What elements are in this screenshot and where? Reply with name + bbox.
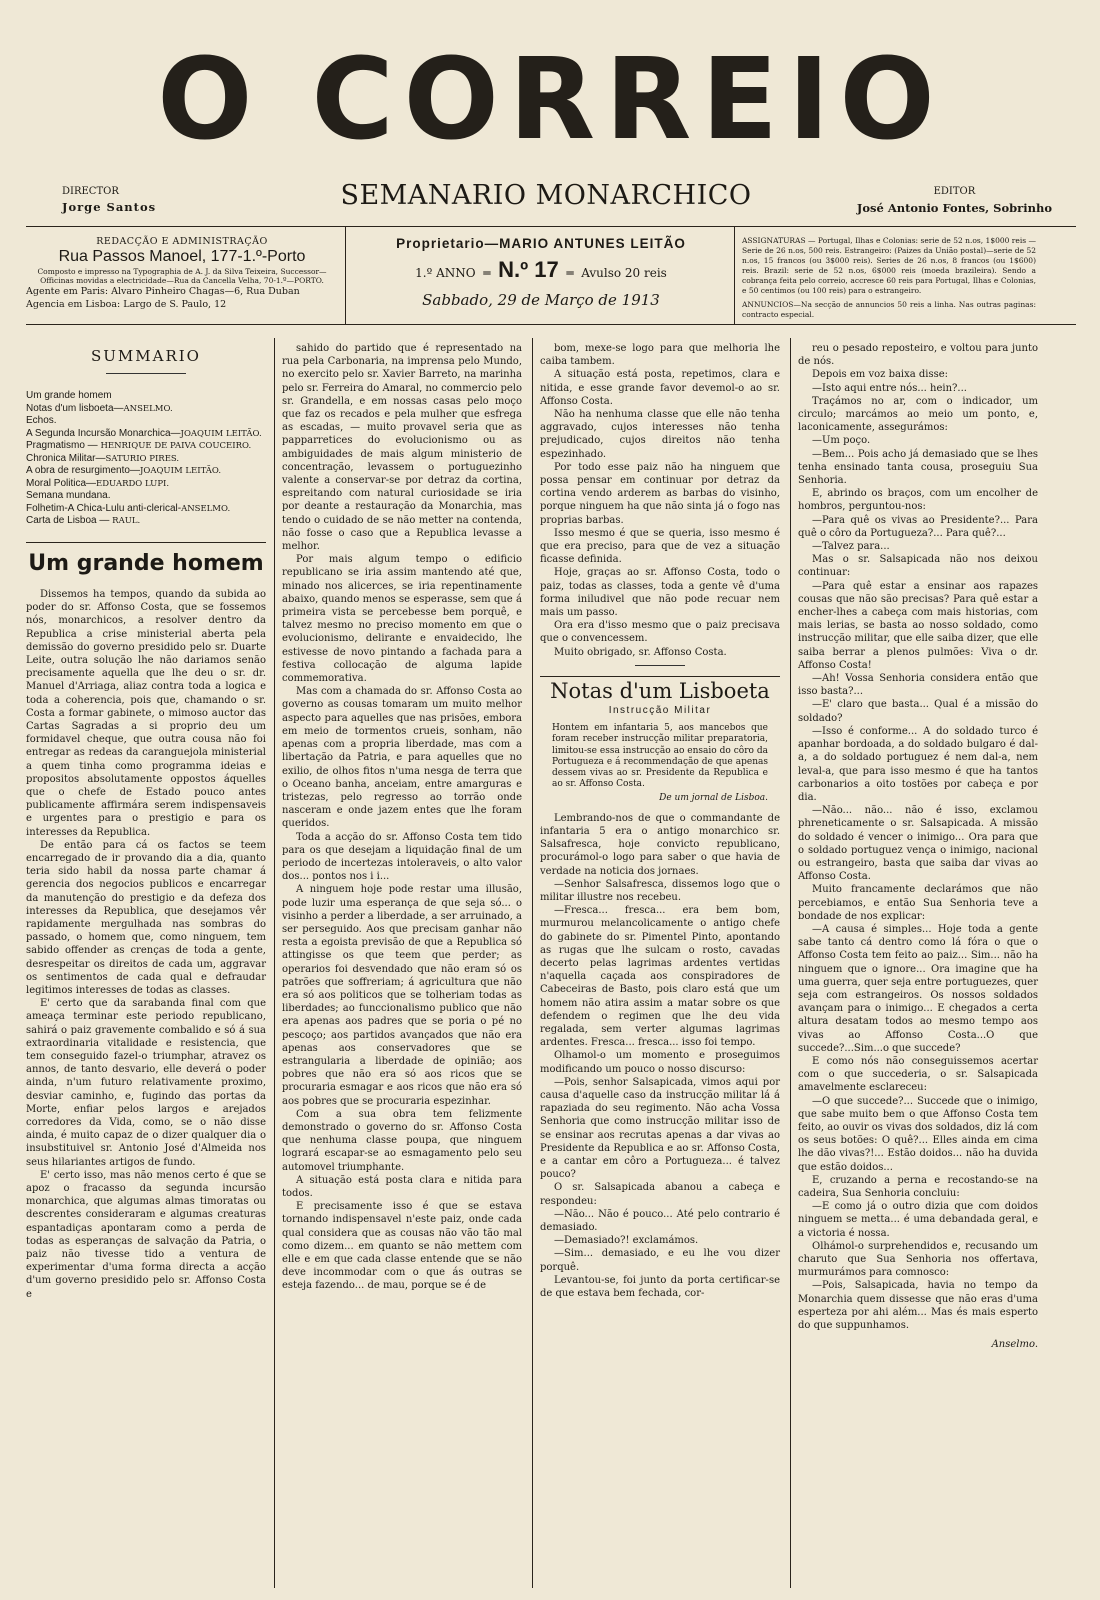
year: 1.º ANNO xyxy=(415,266,476,280)
summary-item-author: HENRIQUE DE PAIVA COUCEIRO. xyxy=(100,441,252,452)
printer-info: Composto e impresso na Typographia de A. J. da Silva Teixeira, Successor—Officinas movidas a electricidade—Rua da Cancella Velha, 70-1.º—PORTO. xyxy=(37,267,327,285)
paragraph: —Pois, senhor Salsapicada, vimos aqui por causa d'aquelle caso da instrucção militar lá á rapaziada do seu regimento. Não acha Vossa Senhoria que como instrucção militar isso de se ensinar aos recrutas apenas a dar vivas ao Presidente da Republica e ao sr. Affonso Costa, e a cantar em côro a Portugueza... é talvez pouco? xyxy=(540,1076,780,1181)
paragraph: Traçámos no ar, com o indicador, um circulo; marcámos ao meio um ponto, e, laconicamente, assegurámos: xyxy=(798,395,1038,434)
summary-item xyxy=(26,428,266,441)
summary-title: SUMMARIO xyxy=(91,347,201,365)
summary-item-title: Echos. xyxy=(26,415,57,427)
info-divider-1 xyxy=(345,226,346,324)
paragraph: —A causa é simples... Hoje toda a gente sabe tanto cá dentro como lá fóra o que o Affonso Costa tem feito ao paiz... Sim... não ha ninguem que o ignore... Ora imagine que ha uma guerra, quer seja entre portuguezes, quer seja com estrangeiros. Os nossos soldados avançam para o inimigo... E chegados a certa altura desatam todos ao mesmo tempo aos vivas ao Affonso Costa...O que succede?...Sim...o que succede? xyxy=(798,923,1038,1054)
paragraph: E, abrindo os braços, com um encolher de hombros, perguntou-nos: xyxy=(798,488,1038,513)
issue-number-line: 1.º ANNO ═ N.º 17 ═ Avulso 20 reis xyxy=(415,257,667,282)
notas-body-col4 xyxy=(798,342,1038,1332)
subscriptions: ASSIGNATURAS — Portugal, Ilhas e Colonias: serie de 52 n.os, 1$000 reis — Serie de 26 n.os, 500 reis. Estrangeiro: (Paizes da União postal)—serie de 52 n.os, 15 francos (ou 3$000 reis). Series de 26 n.os, 8 francos (ou 1$600) reis. Brazil: serie de 52 n.os, 6$000 reis (moeda brazileira). Sendo a cobrança feita pelo correio, accresce 60 reis para Portugal, Ilhas e Colonias, e 50 centimos (ou 100 reis) para o estrangeiro. xyxy=(742,236,1036,295)
paragraph: —Pois, Salsapicada, havia no tempo da Monarchia quem dissesse que não eras d'uma esperteza por ahi além... Mas és mais esperto do que suppunhamos. xyxy=(798,1280,1038,1332)
column-2 xyxy=(282,342,522,1293)
summary-item-title: A obra de resurgimento— xyxy=(26,465,140,477)
paragraph: De então para cá os factos se teem encarregado de ir provando dia a dia, quanto teria sido habil da nossa parte chamar á gerencia dos negocios publicos e encarregar da manutenção do prestigio e da defeza dos interesses da Republica, que desejamos vêr rapidamente mergulhada nas sombras do passado, o homem que, como ninguem, tem sabido offender as crenças de toda a gente, desrespeitar os direitos de cada um, aggravar os sentimentos de cada qual e defraudar legitimos interesses de todas as classes. xyxy=(26,839,266,996)
column-divider-2 xyxy=(532,338,533,1588)
editor-block xyxy=(857,186,1052,215)
summary-rule xyxy=(106,373,186,374)
paragraph: —Senhor Salsafresca, dissemos logo que o militar illustre nos recebeu. xyxy=(540,878,780,903)
header-rule-bottom xyxy=(26,324,1076,325)
masthead-title: O CORREIO xyxy=(157,35,945,165)
column-3 xyxy=(540,342,780,1300)
notas-title: Notas d'um Lisboeta xyxy=(550,678,770,703)
column-4 xyxy=(798,342,1038,1351)
summary-item-author: ANSELMO. xyxy=(123,403,173,414)
notas-rule xyxy=(540,676,780,677)
paragraph: Muito obrigado, sr. Affonso Costa. xyxy=(554,646,727,658)
notas-quote-source: De um jornal de Lisboa. xyxy=(659,792,768,803)
paragraph: —Isto aqui entre nós... hein?... xyxy=(812,382,967,394)
address: Rua Passos Manoel, 177-1.º-Porto xyxy=(58,248,306,265)
paragraph: E, cruzando a perna e recostando-se na cadeira, Sua Senhoria concluiu: xyxy=(798,1174,1038,1199)
summary-list xyxy=(26,390,266,528)
administration-box xyxy=(26,236,338,311)
paragraph: Mas o sr. Salsapicada não nos deixou continuar: xyxy=(798,554,1038,579)
info-divider-2 xyxy=(734,226,735,324)
article-end-rule xyxy=(635,665,685,666)
summary-item xyxy=(26,503,266,516)
proprietor: Proprietario—MARIO ANTUNES LEITÃO xyxy=(396,236,686,251)
paragraph: —Para quê estar a ensinar aos rapazes cousas que não são precisas? Para quê estar a encher-lhes a cabeça com mais historias, com mais lerias, se basta ao nosso soldado, como instrucção militar, que elle saiba dizer, que elle saiba berrar a plenos pulmões: Viva o dr. Affonso Costa! xyxy=(798,580,1038,671)
subscriptions-box xyxy=(742,236,1036,320)
paragraph: —Talvez para... xyxy=(812,541,890,553)
paragraph: —Bem... Pois acho já demasiado que se lhes tenha ensinado tanta cousa, proseguiu Sua Senhoria. xyxy=(798,448,1038,487)
paragraph: Ora era d'isso mesmo que o paiz precisava que o convencessem. xyxy=(540,620,780,645)
paragraph: —Um poço. xyxy=(812,435,871,447)
paragraph: bom, mexe-se logo para que melhoria lhe caiba tambem. xyxy=(540,343,780,368)
paragraph: —Não... não... não é isso, exclamou phreneticamente o sr. Salsapicada. A missão do soldado é vencer o inimigo... Ora para que o soldado portuguez vença o inimigo, nacional ou estrangeiro, basta que saiba dar vivas ao Affonso Costa. xyxy=(798,805,1038,883)
summary-item-title: Chronica Militar— xyxy=(26,452,106,464)
paragraph: sahido do partido que é representado na rua pela Carbonaria, na imprensa pelo Mundo, no exercito pelo sr. Xavier Barreto, na marinha pelo sr. Ferreira do Amaral, no commercio pelo sr. Grandella, e em nossas casas pelo moço que faz os recados e pela mulher que esfrega as escadas, — muito provavel seria que as papparretices do evolucionismo ou as ambiguidades de mais algum ministerio de concentração, levassem o portuguezinho valente a conservar-se por detraz da cortina, espreitando com natural curiosidade se iria por deante a restauração da Monarchia, mas tendo o cuidado de se não metter na contenda, não fosse o caso que a Republica levasse a melhor. xyxy=(282,343,522,553)
paragraph: reu o pesado reposteiro, e voltou para junto de nós. xyxy=(798,343,1038,368)
paragraph: —E como já o outro dizia que com doidos ninguem se metta... é uma debandada geral, e a victoria é nossa. xyxy=(798,1201,1038,1239)
article-body-col3 xyxy=(540,342,780,659)
summary-item-author: JOAQUIM LEITÃO. xyxy=(180,428,262,439)
header-rule-top xyxy=(26,226,1076,227)
notas-quote-text: Hontem em infantaria 5, aos mancebos que foram receber instrucção militar preparatoria, limitou-se essa instrucção ao ensaio do côro da Portugueza e á recommendação de que apenas dessem vivas ao sr. Presidente da Republica e ao sr. Affonso Costa. xyxy=(552,723,768,790)
paragraph: E precisamente isso é que se estava tornando indispensavel n'este paiz, onde cada qual considera que as cousas não vão tão mal como dizem... em quanto se não mettem com elle e em que cada classe entende que se não deve incommodar com o que ás outras se esteja fazendo... de mau, porque se é de xyxy=(282,1201,522,1292)
paragraph: Lembrando-nos de que o commandante de infantaria 5 era o antigo monarchico sr. Salsafresca, hoje convicto republicano, procurámol-o logo para saber o que havia de verdade na noticia dos jornaes. xyxy=(540,812,780,877)
summary-item-author: EDUARDO LUPI. xyxy=(96,478,170,489)
signature: Anselmo. xyxy=(991,1339,1038,1351)
article-title: Um grande homem xyxy=(28,550,264,576)
article-body-col2 xyxy=(282,342,522,1293)
summary-end-rule xyxy=(26,542,266,543)
redaccao-label: REDACÇÃO E ADMINISTRAÇÃO xyxy=(96,236,268,247)
paragraph: A situação está posta, repetimos, clara e nitida, e esse grande favor devemol-o ao sr. Affonso Costa. xyxy=(540,369,780,407)
paragraph: —Fresca... fresca... era bem bom, murmurou melancolicamente o antigo chefe do gabinete do sr. Pimentel Pinto, apontando as rugas que lhe sulcam o rosto, cavadas decerto pelas lagrimas ardentes vertidas n'aquella caçada aos conspiradores de Cabeceiras de Basto, pois claro está que um homem não atira assim a matar sobre os que defendem o regimen que lhe deu vida regalada, sem verter algumas lagrimas ardentes. Fresca... fresca... isso foi tempo. xyxy=(540,905,780,1049)
paragraph: —Isso é conforme... A do soldado turco é apanhar bordoada, a do soldado bulgaro é dal-a, a do soldado portuguez é nem dal-a, nem leval-a, que para isso mesmo é que ha tantos carbonarios a oito tostões por cabeça e por dia. xyxy=(798,725,1038,803)
paragraph: E como nós não conseguissemos acertar com o que succederia, o sr. Salsapicada amavelmente esclareceu: xyxy=(798,1055,1038,1094)
director-block xyxy=(62,186,156,214)
paragraph: O sr. Salsapicada abanou a cabeça e respondeu: xyxy=(540,1182,780,1207)
director-label: DIRECTOR xyxy=(62,186,119,197)
paragraph: —E' claro que basta... Qual é a missão do soldado? xyxy=(798,699,1038,724)
summary-item xyxy=(26,490,266,503)
summary-item xyxy=(26,440,266,453)
paragraph: Mas com a chamada do sr. Affonso Costa ao governo as cousas tomaram um muito melhor aspecto para aquelles que nas prisões, embora em meio de tormentos crueis, sonham, não apenas com a propria liberdade, mas com a libertação da Patria, e para aquelles que no exilio, de olhos fitos n'uma nesga de terra que o Oceano banha, anceiam, entre amarguras e tristezas, pelo regresso ao torrão onde nasceram e onde jazem entes que lhe foram queridos. xyxy=(282,686,522,830)
summary-item xyxy=(26,390,266,403)
editor-label: EDITOR xyxy=(933,186,976,197)
director-name: Jorge Santos xyxy=(62,200,157,214)
paragraph: Com a sua obra tem felizmente demonstrado o governo do sr. Affonso Costa que nenhuma classe poupa, que ninguem logrará escapar-se ao esmagamento pelo seu automovel triumphante. xyxy=(282,1108,522,1173)
summary-item-author: SATURIO PIRES. xyxy=(105,453,180,464)
paragraph: Depois em voz baixa disse: xyxy=(812,369,949,381)
editor-name: José Antonio Fontes, Sobrinho xyxy=(856,201,1052,215)
summary-item-title: A Segunda Incursão Monarchica— xyxy=(26,427,181,439)
paragraph: Isso mesmo é que se queria, isso mesmo é que era preciso, para que de vez a situação ficasse definida. xyxy=(540,527,780,566)
summary-item xyxy=(26,478,266,491)
notas-section: Instrucção Militar xyxy=(608,705,712,717)
paragraph: Não ha nenhuma classe que elle não tenha aggravado, cujos interesses não tenha prejudicado, cujos direitos não tenha espezinhado. xyxy=(540,409,780,460)
paragraph: Por mais algum tempo o edificio republicano se iria assim mantendo até que, minado nos alicerces, se iria repentinamente abaixo, quando menos se esperasse, sem que á primeira vista se percebesse bem porquê, e talvez mesmo no preciso momento em que o evolucionismo, delirante e envaidecido, lhe estivesse de novo pintando a fachada para a festiva collocação de alguma lapide commemorativa. xyxy=(282,554,522,685)
summary-item xyxy=(26,515,266,528)
notas-quote xyxy=(552,723,768,803)
paragraph: Muito francamente declarámos que não percebiamos, e então Sua Senhoria teve a bondade de nos explicar: xyxy=(798,884,1038,922)
paragraph: —Sim... demasiado, e eu lhe vou dizer porquê. xyxy=(540,1248,780,1273)
column-1 xyxy=(26,342,266,1301)
summary-item xyxy=(26,453,266,466)
paragraph: —Não... Não é pouco... Até pelo contrario é demasiado. xyxy=(540,1208,780,1233)
paragraph: A ninguem hoje pode restar uma illusão, pode luzir uma esperança de que seja só... o visinho a perder a liberdade, a ser arruinado, a ser perseguido. Aos que precisam ganhar não resta a egoista previsão de que a Republica só attingisse os que teem que perder; as operarios foi desvendado que não eram só os patrões que soffreriam; á agricultura que não era só aos politicos que se tolheriam todas as liberdades; ao funccionalismo publico que não era apenas aos padres que se poria o pé no pescoço; aos partidos avançados que não era apenas aos conservadores que se estrangularia a liberdade de opinião; aos pobres que não era só aos ricos que se procuraria esmagar e aos ricos que não era só aos pobres que se procuraria espezinhar. xyxy=(282,884,522,1107)
agency-lisboa: Agencia em Lisboa: Largo de S. Paulo, 12 xyxy=(26,299,227,310)
paragraph: E' certo isso, mas não menos certo é que se apoz o fracasso da segunda incursão monarchica, que algumas almas timoratas ou descrentes consideraram e algumas creaturas espantadiças apontaram como a perda de todas as esperanças de salvação da Patria, o paiz não tivesse tido a ventura de experimentar d'uma forma directa a acção d'um governo presidido pelo sr. Affonso Costa e xyxy=(26,1169,266,1300)
issue-date: Sabbado, 29 de Março de 1913 xyxy=(422,291,660,309)
paragraph: Hoje, graças ao sr. Affonso Costa, todo o paiz, todas as classes, toda a gente vê d'uma forma iniludivel que não pode recuar nem mais um passo. xyxy=(540,567,780,619)
paragraph: —Ah! Vossa Senhoria considera então que isso basta?... xyxy=(798,673,1038,698)
issue-box xyxy=(356,236,726,309)
summary-item-author: ANSELMO. xyxy=(181,503,231,514)
summary-item-title: Pragmatismo — xyxy=(26,440,101,452)
newspaper-page xyxy=(26,20,1076,1590)
paragraph: Por todo esse paiz não ha ninguem que possa pensar em continuar por detraz da cortina vendo arderem as barbas do visinho, porque ninguem ha que não sinta já o fogo nas proprias barbas. xyxy=(540,461,780,526)
summary-item-author: JOAQUIM LEITÃO. xyxy=(139,466,222,477)
summary-item-author: RAUL. xyxy=(112,516,141,527)
summary-item xyxy=(26,465,266,478)
paragraph: A situação está posta clara e nitida para todos. xyxy=(282,1174,522,1199)
ads-info: ANNUNCIOS—Na secção de annuncios 50 reis a linha. Nas outras paginas: contracto especial. xyxy=(742,300,1036,319)
summary-item xyxy=(26,403,266,416)
summary-item-title: Carta de Lisboa — xyxy=(26,515,113,527)
summary-item-title: Semana mundana. xyxy=(26,490,111,502)
summary-item-title: Folhetim-A Chica-Lulu anti-clerical- xyxy=(26,502,182,514)
subtitle: SEMANARIO MONARCHICO xyxy=(340,180,752,211)
column-divider-3 xyxy=(790,338,791,1588)
summary-item-title: Notas d'um lisboeta— xyxy=(26,402,124,414)
paragraph: —Demasiado?! exclamámos. xyxy=(554,1235,699,1247)
paragraph: Levantou-se, foi junto da porta certificar-se de que estava bem fechada, cor- xyxy=(540,1274,780,1300)
paragraph: E' certo que da sarabanda final com que ameaça terminar este periodo republicano, sahirá o paiz gravemente combalido e só á sua extraordinaria vitalidade e resistencia, que tem conseguido fazel-o triumphar, atravez os annos, de tanto desvario, elle deverá o poder ainda, n'um futuro relativamente proximo, desviar caminho, e, fugindo das portas da Morte, enfiar pelos largos e arejados corredores da Vida, como, se o não disse ainda, é muito capaz de o dizer qualquer dia o insubstituivel sr. Antonio José d'Almeida nos seus hilariantes artigos de fundo. xyxy=(26,998,266,1168)
column-divider-1 xyxy=(274,338,275,1588)
summary-item-title: Moral Politica— xyxy=(26,477,97,489)
notas-body-col3 xyxy=(540,812,780,1301)
paragraph: Toda a acção do sr. Affonso Costa tem tido para os que desejam a liquidação final de um periodo de incertezas intoleraveis, o alto valor dos... pontos nos i i... xyxy=(282,831,522,883)
paragraph: Olhámol-o surprehendidos e, recusando um charuto que Sua Senhoria nos offertava, murmurámos para comnosco: xyxy=(798,1240,1038,1279)
paragraph: Olhamol-o um momento e proseguimos modificando um pouco o nosso discurso: xyxy=(540,1050,780,1075)
paragraph: Dissemos ha tempos, quando da subida ao poder do sr. Affonso Costa, que se fossemos nós, monarchicos, a resolver dentro da Republica a crise ministerial aberta pela demissão do governo presidido pelo sr. Duarte Leite, outra solução lhe não dariamos senão precisamente aquella que lhe deu o sr. dr. Manuel d'Arriaga, aliaz contra toda a logica e toda a coherencia, pois que, chamando o sr. Costa a formar gabinete, o mimoso auctor das Cartas Sagradas a si proprio deu um formidavel cheque, que outra cousa não foi entregar as redeas da caranguejola ministerial a quem tinha como programma ideias e propositos absolutamente oppostos áquelles que o chefe de Estado pouco antes publicamente affirmára serem indispensaveis e urgentes para o prestigio e para os interesses da Republica. xyxy=(26,588,266,838)
issue-number: N.º 17 xyxy=(498,257,559,282)
paragraph: —Para quê os vivas ao Presidente?... Para quê o côro da Portugueza?... Para quê?... xyxy=(798,514,1038,539)
article-body-col1 xyxy=(26,588,266,1301)
summary-item xyxy=(26,415,266,428)
summary-item-title: Um grande homem xyxy=(26,390,112,402)
price: Avulso 20 reis xyxy=(581,266,667,280)
agent-paris: Agente em Paris: Alvaro Pinheiro Chagas—6, Rua Duban xyxy=(26,286,300,297)
paragraph: —O que succede?... Succede que o inimigo, que sabe muito bem o que Affonso Costa tem feito, ao ouvir os vivas dos soldados, diz lá com os seus botões: O quê?... Elles ainda em cima lhe dão vivas?!... Estão doidos... não ha duvida que estão doidos... xyxy=(798,1095,1038,1173)
